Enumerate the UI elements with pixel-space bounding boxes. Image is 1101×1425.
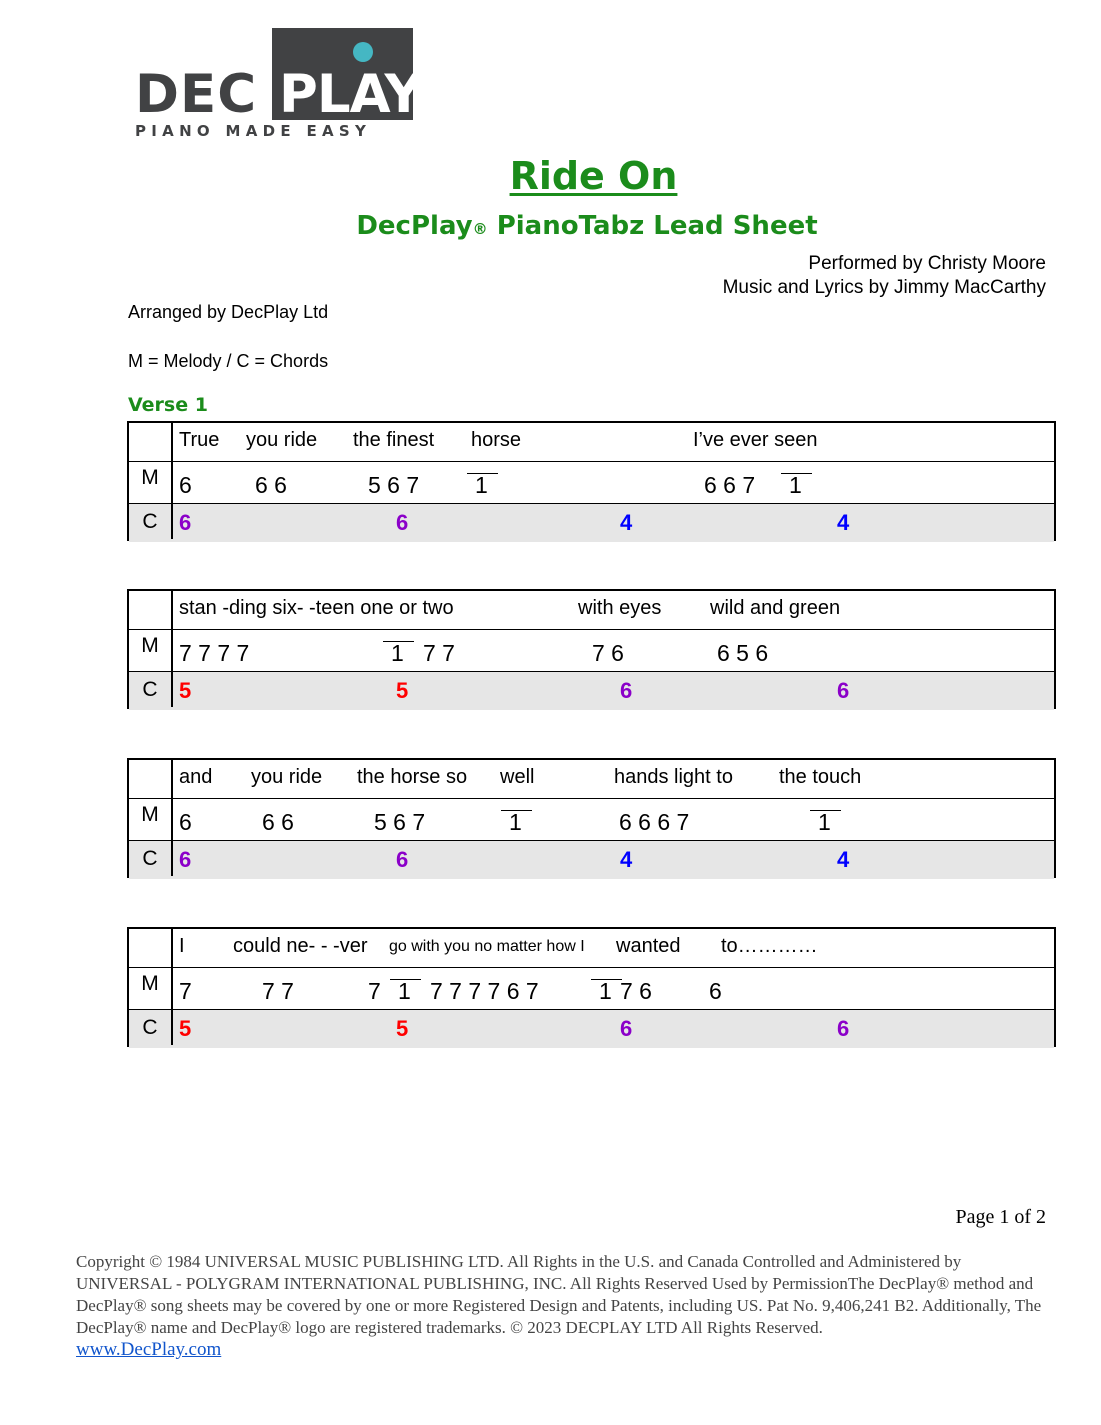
chord-number: 6 <box>179 510 192 535</box>
logo-dot-icon <box>353 42 373 62</box>
notation-legend: M = Melody / C = Chords <box>128 351 329 371</box>
label-column-divider <box>171 760 173 876</box>
tab-table <box>127 758 1056 878</box>
chords-row <box>129 1009 1054 1048</box>
chords-row-label: C <box>142 678 158 701</box>
arranged-by: Arranged by DecPlay Ltd <box>128 302 329 322</box>
page-number: Page 1 of 2 <box>955 1206 1046 1228</box>
chord-number: 6 <box>179 847 192 872</box>
melody-notes: 7 7 <box>423 640 455 666</box>
lyric-text: horse <box>471 429 522 451</box>
melody-notes: 7 6 <box>592 640 624 666</box>
chord-number: 6 <box>396 847 409 872</box>
melody-notes: 5 6 7 <box>374 809 426 835</box>
song-title: Ride On <box>509 154 678 198</box>
chords-row-label: C <box>142 510 158 533</box>
melody-row <box>129 461 1054 504</box>
logo-play-text: PLAY <box>279 64 422 125</box>
lyric-text: you ride <box>251 766 323 788</box>
lyric-text: the touch <box>779 766 862 788</box>
label-column-divider <box>171 423 173 539</box>
lyric-text: well <box>500 766 535 788</box>
decplay-logo <box>135 28 422 140</box>
melody-note-high: 1 <box>509 809 522 835</box>
website-link[interactable]: www.DecPlay.com <box>76 1339 222 1360</box>
lyric-text: with eyes <box>578 597 662 619</box>
chord-number: 5 <box>396 678 409 703</box>
chord-number: 5 <box>179 1016 192 1041</box>
melody-notes: 6 <box>709 978 722 1004</box>
chords-row-label: C <box>142 1016 158 1039</box>
subtitle-rest: PianoTabz Lead Sheet <box>487 211 818 241</box>
lyric-text: I <box>179 935 185 957</box>
melody-notes: 6 <box>179 472 192 498</box>
lyrics-row <box>129 591 1054 629</box>
lyric-text: the finest <box>353 429 435 451</box>
logo-dec-text: DEC <box>135 64 258 125</box>
lyric-text: wanted <box>616 935 681 957</box>
lyrics-row <box>129 423 1054 461</box>
melody-note-high: 1 <box>475 472 488 498</box>
melody-row-label: M <box>141 466 159 489</box>
melody-row-label: M <box>141 972 159 995</box>
subtitle-brand: DecPlay <box>356 211 473 241</box>
chord-number: 6 <box>837 1016 850 1041</box>
melody-notes: 5 6 7 <box>368 472 420 498</box>
chords-row <box>129 503 1054 542</box>
melody-row <box>129 798 1054 841</box>
melody-notes: 6 6 7 <box>704 472 756 498</box>
lyric-text: to………… <box>721 935 818 957</box>
subtitle-registered-mark: ® <box>472 220 488 238</box>
tab-table <box>127 421 1056 541</box>
melody-notes: 6 5 6 <box>717 640 769 666</box>
lyrics-row <box>129 929 1054 967</box>
melody-note-high: 1 <box>789 472 802 498</box>
lyric-text: and <box>179 766 213 788</box>
chord-number: 4 <box>620 847 633 872</box>
label-column-divider <box>171 929 173 1045</box>
chords-row <box>129 671 1054 710</box>
logo-tagline: PIANO MADE EASY <box>135 122 372 140</box>
lyric-text: wild and green <box>710 597 841 619</box>
label-column-divider <box>171 591 173 707</box>
chord-number: 6 <box>620 678 633 703</box>
melody-notes: 6 6 <box>262 809 294 835</box>
chord-number: 6 <box>396 510 409 535</box>
melody-notes: 6 6 6 7 <box>619 809 690 835</box>
chord-number: 6 <box>620 1016 633 1041</box>
melody-row-label: M <box>141 634 159 657</box>
melody-notes: 7 7 7 7 <box>179 640 250 666</box>
chord-number: 4 <box>620 510 633 535</box>
lyric-text: stan -ding six- -teen one or two <box>179 597 454 619</box>
melody-notes: 7 7 7 7 6 7 <box>430 978 539 1004</box>
lyric-text: you ride <box>246 429 318 451</box>
verse-title: Verse 1 <box>128 394 208 416</box>
lyric-text: hands light to <box>614 766 733 788</box>
sheet-subtitle <box>0 211 1101 241</box>
lyric-text: the horse so <box>357 766 468 788</box>
chord-number: 4 <box>837 847 850 872</box>
lyrics-row <box>129 760 1054 798</box>
melody-notes: 7 6 <box>620 978 652 1004</box>
melody-notes: 6 <box>179 809 192 835</box>
melody-note-high: 1 <box>398 978 411 1004</box>
melody-notes: 7 7 <box>262 978 294 1004</box>
melody-row-label: M <box>141 803 159 826</box>
melody-note-high: 1 <box>391 640 404 666</box>
melody-row <box>129 967 1054 1010</box>
melody-note-high: 1 <box>599 978 612 1004</box>
chord-number: 5 <box>396 1016 409 1041</box>
tab-table <box>127 589 1056 709</box>
melody-row <box>129 629 1054 672</box>
lyric-text: could ne- - -ver <box>233 935 368 957</box>
performed-by: Performed by Christy Moore <box>808 253 1046 274</box>
chord-number: 4 <box>837 510 850 535</box>
lyric-text: go with you no matter how I <box>389 938 585 955</box>
chords-row-label: C <box>142 847 158 870</box>
melody-notes: 7 <box>179 978 192 1004</box>
chords-row <box>129 840 1054 879</box>
lyric-text: I’ve ever seen <box>693 429 818 451</box>
chord-number: 6 <box>837 678 850 703</box>
melody-note-high: 1 <box>818 809 831 835</box>
melody-notes: 6 6 <box>255 472 287 498</box>
copyright-notice: Copyright © 1984 UNIVERSAL MUSIC PUBLISHING LTD. All Rights in the U.S. and Canada Controlled and Administered by UNIVERSAL - POLYGRAM INTERNATIONAL PUBLISHING, INC. All Rights Reserved Used by PermissionThe DecPlay® method and DecPlay® song sheets may be covered by one or more Registered Design and Patents, including US. Pat No. 9,406,241 B2. Additionally, The DecPlay® name and DecPlay® logo are registered trademarks. © 2023 DECPLAY LTD All Rights Reserved. <box>76 1252 1042 1337</box>
chord-number: 5 <box>179 678 192 703</box>
lyric-text: True <box>179 429 220 451</box>
tab-table <box>127 927 1056 1047</box>
music-lyrics-by: Music and Lyrics by Jimmy MacCarthy <box>722 277 1046 298</box>
melody-notes: 7 <box>368 978 381 1004</box>
